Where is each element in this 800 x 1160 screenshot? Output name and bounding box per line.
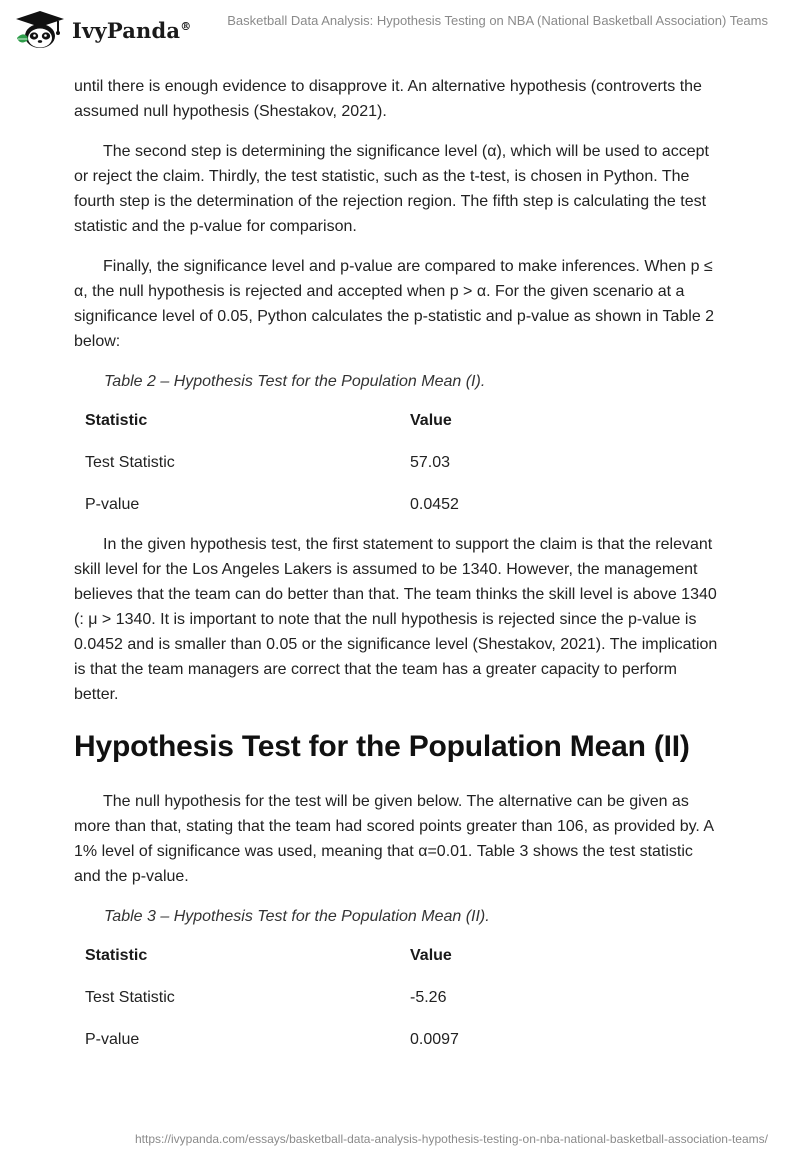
section-heading: Hypothesis Test for the Population Mean (II) xyxy=(74,730,690,763)
table-cell: P-value xyxy=(85,496,140,513)
table-3 xyxy=(74,935,724,1061)
table-cell: 0.0097 xyxy=(410,1031,459,1048)
table-cell: P-value xyxy=(85,1031,140,1048)
table-header-cell: Value xyxy=(410,947,452,964)
table-row xyxy=(74,484,724,526)
table-3-caption: Table 3 – Hypothesis Test for the Population Mean (II). xyxy=(104,908,490,925)
paragraph: In the given hypothesis test, the first statement to support the claim is that the relevant skill level for the Los Angeles Lakers is assumed to be 1340. However, the management believes that the team can do better than that. The team thinks the skill level is above 1340 (: μ > 1340. It is important to note that the null hypothesis is rejected since the p-value is 0.0452 and is smaller than 0.05 or the significance level (Shestakov, 2021). The implication is that the team managers are correct that the team has a greater capacity to perform better. xyxy=(74,536,718,703)
panda-graduate-icon xyxy=(14,10,66,50)
page-header xyxy=(0,0,800,60)
table-cell: -5.26 xyxy=(410,989,447,1006)
table-cell: Test Statistic xyxy=(85,454,175,471)
table-row xyxy=(74,977,724,1019)
table-cell: 0.0452 xyxy=(410,496,459,513)
brand-name: IvyPanda® xyxy=(72,17,192,43)
paragraph: Finally, the significance level and p-value are compared to make inferences. When p ≤ α, the null hypothesis is rejected and accepted when p > α. For the given scenario at a significance level of 0.05, Python calculates the p-statistic and p-value as shown in Table 2 below: xyxy=(74,258,715,350)
paragraph: The second step is determining the significance level (α), which will be used to accept or reject the claim. Thirdly, the test statistic, such as the t-test, is chosen in Python. The fourth step is the determination of the rejection region. The fifth step is calculating the test statistic and the p-value for comparison. xyxy=(74,143,709,235)
document-running-title: Basketball Data Analysis: Hypothesis Testing on NBA (National Basketball Association) Teams xyxy=(227,13,768,28)
essay-body xyxy=(74,74,724,1061)
source-url-link[interactable]: https://ivypanda.com/essays/basketball-data-analysis-hypothesis-testing-on-nba-national-basketball-association-teams/ xyxy=(135,1132,768,1146)
paragraph: until there is enough evidence to disapprove it. An alternative hypothesis (controverts the assumed null hypothesis (Shestakov, 2021). xyxy=(74,78,702,120)
ivypanda-logo[interactable] xyxy=(14,10,191,50)
table-header-row xyxy=(74,935,724,977)
paragraph: The null hypothesis for the test will be given below. The alternative can be given as more than that, stating that the team had scored points greater than 106, as provided by. A 1% level of significance was used, meaning that α=0.01. Table 3 shows the test statistic and the p-value. xyxy=(74,793,714,885)
table-cell: 57.03 xyxy=(410,454,451,471)
table-2-caption: Table 2 – Hypothesis Test for the Population Mean (I). xyxy=(104,373,486,390)
table-header-row xyxy=(74,400,724,442)
table-cell: Test Statistic xyxy=(85,989,175,1006)
table-header-cell: Statistic xyxy=(85,947,148,964)
table-header-cell: Value xyxy=(410,412,452,429)
table-row xyxy=(74,442,724,484)
table-header-cell: Statistic xyxy=(85,412,148,429)
table-row xyxy=(74,1019,724,1061)
table-2 xyxy=(74,400,724,526)
